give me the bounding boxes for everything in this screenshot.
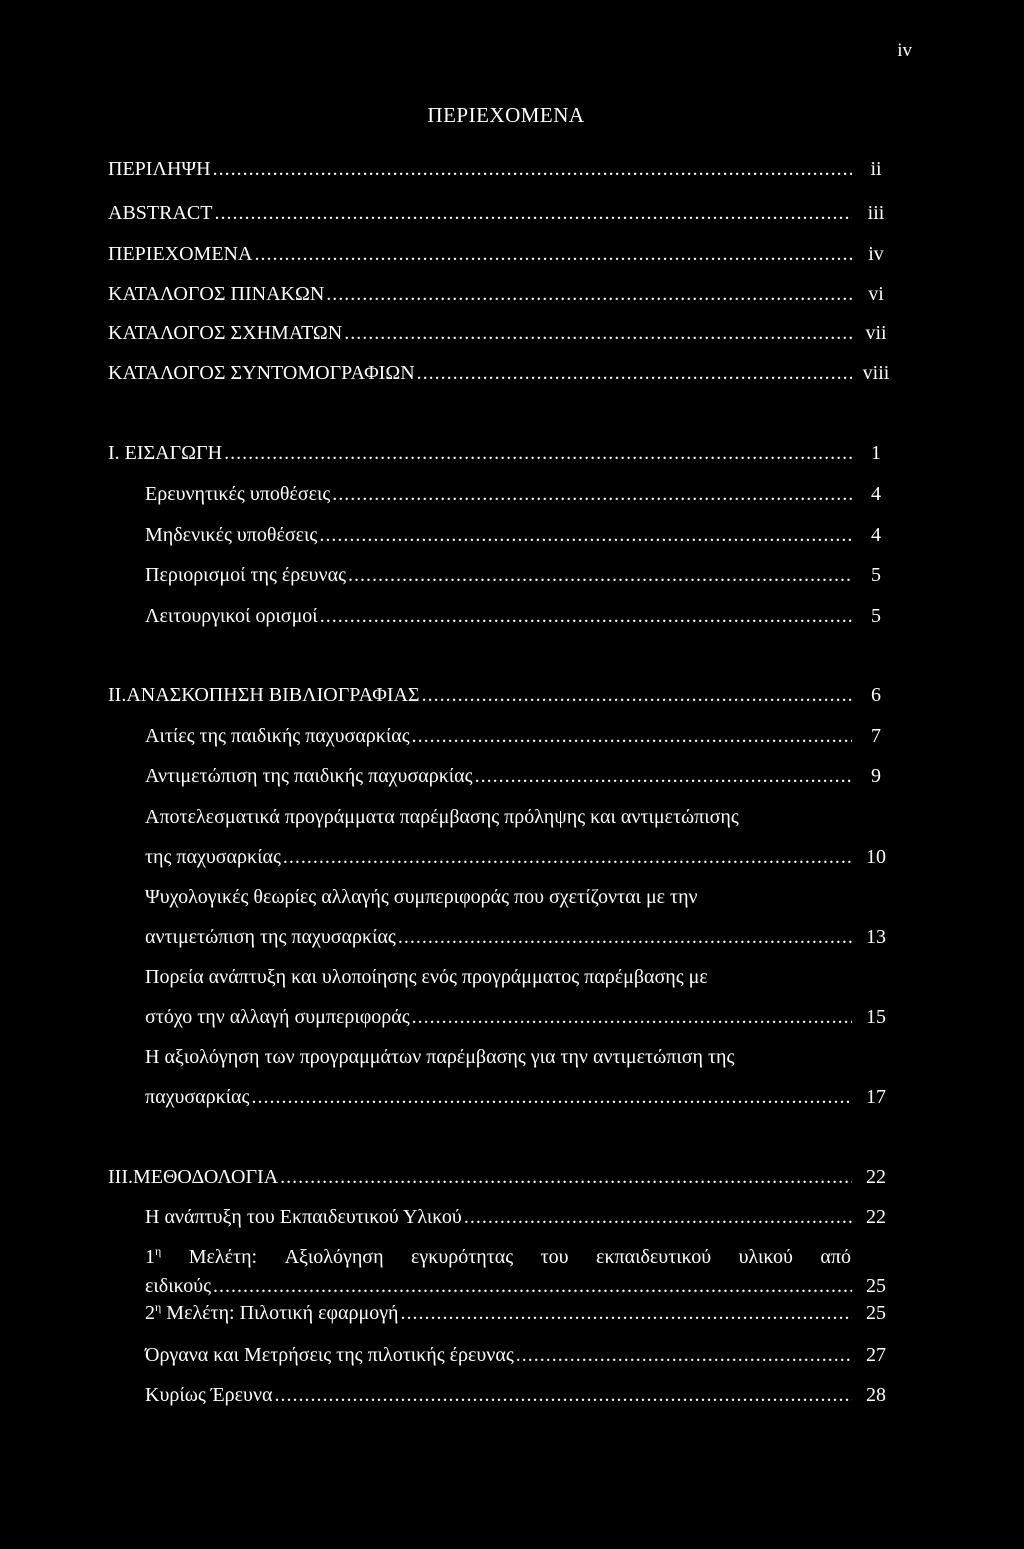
toc-entry-page: 22 (866, 1166, 886, 1188)
leader-dots (401, 1302, 852, 1325)
toc-entry-page: 17 (866, 1086, 886, 1108)
toc-entry[interactable] (145, 1302, 898, 1325)
leader-dots (251, 1086, 852, 1109)
toc-entry-page: 4 (871, 524, 881, 546)
leader-dots (344, 322, 852, 345)
toc-entry[interactable] (145, 605, 898, 628)
toc-entry-page: iii (867, 202, 885, 224)
toc-entry-label: Ερευνητικές υποθέσεις (145, 483, 331, 505)
toc-entry-abstract-en[interactable] (108, 202, 898, 225)
toc-entry-page: 10 (866, 846, 886, 868)
toc-entry[interactable] (145, 1206, 898, 1229)
toc-entry-label: ΙΙΙ.ΜΕΘΟΔΟΛΟΓΙΑ (108, 1166, 279, 1188)
toc-entry-list-of-tables[interactable] (108, 283, 898, 306)
toc-entry[interactable] (145, 1384, 898, 1407)
toc-entry-label: ΠΕΡΙΕΧΟΜΕΝΑ (108, 243, 253, 265)
toc-entry-page: 25 (866, 1302, 886, 1324)
toc-entry-page: 28 (866, 1384, 886, 1406)
toc-entry-label: ΚΑΤΑΛΟΓΟΣ ΣΥΝΤΟΜΟΓΡΑΦΙΩΝ (108, 362, 415, 384)
toc-entry-label: της παχυσαρκίας (145, 846, 281, 868)
toc-entry[interactable] (145, 1086, 898, 1109)
leader-dots (214, 202, 852, 225)
toc-entry-label: Αντιμετώπιση της παιδικής παχυσαρκίας (145, 765, 473, 787)
toc-entry-label: Αιτίες της παιδικής παχυσαρκίας (145, 725, 410, 747)
toc-entry-label: Λειτουργικοί ορισμοί (145, 605, 318, 627)
toc-entry-line1[interactable]: Πορεία ανάπτυξη και υλοποίησης ενός προγράμματος παρέμβασης με (145, 966, 708, 988)
page-title: ΠΕΡΙΕΧΟΜΕΝΑ (427, 103, 585, 127)
toc-entry-page: vi (868, 283, 884, 305)
leader-dots (422, 684, 852, 707)
toc-entry-page: 7 (871, 725, 881, 747)
toc-entry-label: ABSTRACT (108, 202, 213, 224)
toc-entry[interactable] (145, 926, 898, 949)
toc-entry-page: 6 (871, 684, 881, 706)
study-number: $1^\eta$ (145, 1244, 162, 1268)
toc-entry-page: 13 (866, 926, 886, 948)
toc-entry-page: 27 (866, 1344, 886, 1366)
toc-entry-label: Η ανάπτυξη του Εκπαιδευτικού Υλικού (145, 1206, 462, 1228)
toc-entry-list-of-figures[interactable] (108, 322, 898, 345)
leader-dots (412, 725, 852, 748)
toc-entry[interactable] (145, 725, 898, 748)
toc-entry-label: ΙΙ.ΑΝΑΣΚΟΠΗΣΗ ΒΙΒΛΙΟΓΡΑΦΙΑΣ (108, 684, 420, 706)
toc-entry-label: $2^\eta$ Μελέτη: Πιλοτική εφαρμογή (145, 1300, 399, 1324)
toc-entry[interactable] (145, 564, 898, 587)
toc-entry[interactable] (145, 846, 898, 869)
toc-entry-page: 22 (866, 1206, 886, 1228)
leader-dots (224, 442, 852, 465)
toc-entry[interactable] (145, 1344, 898, 1367)
toc-entry-abstract-gr[interactable] (108, 158, 898, 181)
word: εγκυρότητας (411, 1246, 514, 1268)
toc-entry-study1-line1[interactable] (145, 1246, 851, 1269)
leader-dots (320, 605, 852, 628)
leader-dots (475, 765, 852, 788)
toc-entry-label: ειδικούς (145, 1275, 212, 1297)
toc-chapter-2[interactable] (108, 684, 898, 707)
toc-entry-page: 9 (871, 765, 881, 787)
leader-dots (332, 483, 852, 506)
toc-entry-abbreviations[interactable] (108, 362, 898, 385)
word: υλικού (738, 1246, 793, 1268)
toc-entry[interactable] (145, 524, 898, 547)
toc-entry-label: Μηδενικές υποθέσεις (145, 524, 318, 546)
toc-chapter-3[interactable] (108, 1166, 898, 1189)
toc-entry[interactable] (145, 1275, 898, 1298)
page-number: iv (897, 40, 912, 61)
toc-entry-page: viii (862, 362, 890, 384)
toc-entry-line1[interactable]: Η αξιολόγηση των προγραμμάτων παρέμβασης για την αντιμετώπιση της (145, 1046, 735, 1068)
toc-entry[interactable] (145, 765, 898, 788)
toc-entry-page: 5 (871, 564, 881, 586)
toc-entry-label: Κυρίως Έρευνα (145, 1384, 273, 1406)
leader-dots (516, 1344, 852, 1367)
leader-dots (319, 524, 852, 547)
toc-entry-page: ii (870, 158, 882, 180)
toc-chapter-1[interactable] (108, 442, 898, 465)
toc-entry-label: Περιορισμοί της έρευνας (145, 564, 346, 586)
toc-entry-page: 4 (871, 483, 881, 505)
word: Αξιολόγηση (284, 1246, 384, 1268)
leader-dots (326, 283, 852, 306)
leader-dots (417, 362, 852, 385)
leader-dots (254, 243, 852, 266)
toc-entry[interactable] (145, 483, 898, 506)
toc-entry-label: στόχο την αλλαγή συμπεριφοράς (145, 1006, 410, 1028)
toc-entry-contents[interactable] (108, 243, 898, 266)
word: από (820, 1246, 851, 1268)
leader-dots (464, 1206, 852, 1229)
toc-entry-page: iv (868, 243, 884, 265)
toc-entry-label: Ι. ΕΙΣΑΓΩΓΗ (108, 442, 223, 464)
toc-entry-label: ΠΕΡΙΛΗΨΗ (108, 158, 211, 180)
leader-dots (213, 1275, 852, 1298)
toc-entry[interactable] (145, 1006, 898, 1029)
word: εκπαιδευτικού (596, 1246, 712, 1268)
leader-dots (274, 1384, 852, 1407)
toc-entry-label: παχυσαρκίας (145, 1086, 250, 1108)
toc-entry-label: Όργανα και Μετρήσεις της πιλοτικής έρευνας (145, 1344, 514, 1366)
toc-entry-page: 25 (866, 1275, 886, 1297)
word: του (540, 1246, 569, 1268)
toc-entry-page: 1 (871, 442, 881, 464)
leader-dots (213, 158, 852, 181)
leader-dots (280, 1166, 852, 1189)
toc-entry-line1[interactable]: Ψυχολογικές θεωρίες αλλαγής συμπεριφοράς που σχετίζονται με την (145, 886, 698, 908)
leader-dots (348, 564, 852, 587)
toc-entry-label: αντιμετώπιση της παχυσαρκίας (145, 926, 396, 948)
toc-entry-page: vii (865, 322, 887, 344)
toc-entry-label: ΚΑΤΑΛΟΓΟΣ ΠΙΝΑΚΩΝ (108, 283, 325, 305)
toc-entry-page: 5 (871, 605, 881, 627)
toc-entry-label: ΚΑΤΑΛΟΓΟΣ ΣΧΗΜΑΤΩΝ (108, 322, 343, 344)
word: Μελέτη: (188, 1246, 258, 1268)
toc-entry-page: 15 (866, 1006, 886, 1028)
toc-entry-line1[interactable]: Αποτελεσματικά προγράμματα παρέμβασης πρόληψης και αντιμετώπισης (145, 806, 739, 828)
leader-dots (283, 846, 852, 869)
leader-dots (412, 1006, 852, 1029)
leader-dots (398, 926, 852, 949)
